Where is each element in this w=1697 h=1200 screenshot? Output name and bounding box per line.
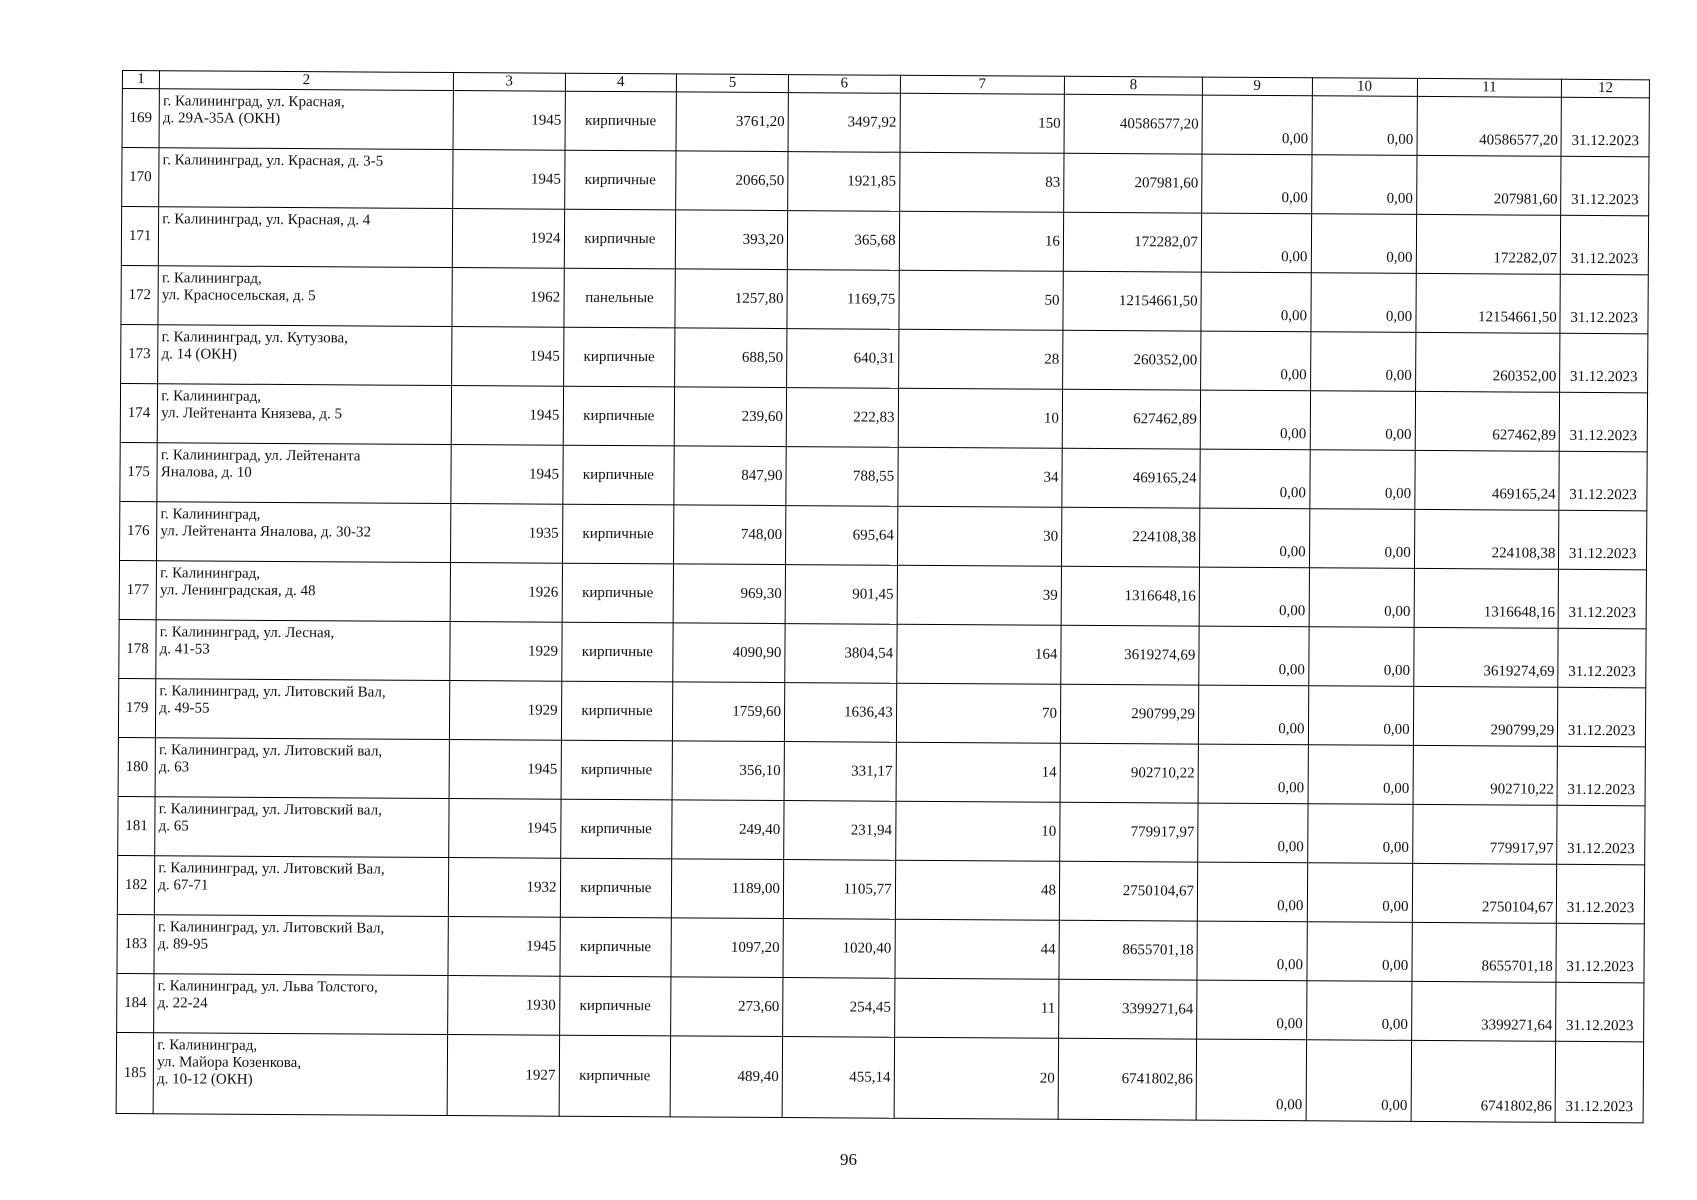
funds-col9-cell: 0,00 — [1201, 331, 1311, 391]
table-row — [117, 855, 1644, 923]
total-area-cell: 489,40 — [670, 1036, 782, 1118]
row-number-cell: 180 — [118, 737, 156, 796]
funds-col9-cell: 0,00 — [1200, 449, 1310, 509]
address-cell: г. Калининград, ул. Литовский вал, д. 63 — [155, 738, 449, 799]
wall-material-cell: кирпичные — [560, 799, 672, 859]
funds-col11-cell: 902710,22 — [1413, 745, 1558, 805]
funds-col9-cell: 0,00 — [1202, 95, 1312, 155]
wall-material-cell: кирпичные — [565, 91, 677, 151]
cost-total-cell: 902710,22 — [1060, 743, 1198, 803]
wall-material-cell: кирпичные — [563, 386, 675, 446]
row-number-cell: 184 — [117, 973, 155, 1032]
funds-col9-cell: 0,00 — [1197, 980, 1307, 1040]
wall-material-cell: кирпичные — [562, 563, 674, 623]
address-cell: г. Калининград, ул. Лейтенанта Князева, д. 5 — [157, 384, 451, 445]
wall-material-cell: кирпичные — [561, 622, 673, 682]
cost-total-cell: 260352,00 — [1063, 330, 1201, 390]
wall-material-cell: панельные — [563, 268, 675, 328]
year-built-cell: 1945 — [453, 91, 565, 151]
funds-col10-cell: 0,00 — [1309, 568, 1415, 628]
funds-col11-cell: 172282,07 — [1416, 214, 1561, 274]
funds-col10-cell: 0,00 — [1307, 804, 1413, 864]
residents-count-cell: 83 — [899, 152, 1064, 212]
address-cell: г. Калининград, ул. Лейтенанта Яналова, д. 30-32 — [157, 502, 451, 563]
row-number-cell: 181 — [118, 796, 156, 855]
funds-col10-cell: 0,00 — [1308, 745, 1414, 805]
address-cell: г. Калининград, ул. Литовский вал, д. 65 — [155, 797, 449, 858]
cost-total-cell: 6741802,86 — [1058, 1038, 1197, 1120]
row-number-cell: 183 — [117, 914, 155, 973]
page-number: 96 — [840, 1150, 857, 1169]
column-header-8: 8 — [1064, 76, 1202, 95]
funds-col11-cell: 40586577,20 — [1417, 96, 1562, 156]
row-number-cell: 178 — [119, 619, 157, 678]
year-built-cell: 1935 — [450, 504, 562, 564]
cost-total-cell: 3399271,64 — [1059, 979, 1197, 1039]
deadline-date-cell: 31.12.2023 — [1557, 864, 1645, 924]
total-area-cell: 2066,50 — [676, 151, 788, 211]
funds-col10-cell: 0,00 — [1306, 1040, 1412, 1122]
living-area-cell: 365,68 — [787, 211, 899, 271]
funds-col10-cell: 0,00 — [1306, 981, 1412, 1041]
wall-material-cell: кирпичные — [564, 209, 676, 269]
funds-col10-cell: 0,00 — [1309, 450, 1415, 510]
deadline-date-cell: 31.12.2023 — [1561, 156, 1649, 216]
cost-total-cell: 224108,38 — [1061, 507, 1199, 567]
column-header-11: 11 — [1417, 78, 1562, 97]
year-built-cell: 1945 — [449, 740, 561, 800]
table-row — [119, 619, 1646, 687]
funds-col11-cell: 627462,89 — [1415, 391, 1560, 451]
funds-col9-cell: 0,00 — [1198, 685, 1308, 745]
address-cell: г. Калининград, ул. Лейтенанта Яналова, д. 10 — [157, 443, 451, 504]
row-number-cell: 182 — [117, 855, 155, 914]
year-built-cell: 1945 — [451, 327, 563, 387]
column-header-1: 1 — [122, 71, 159, 89]
funds-col9-cell: 0,00 — [1200, 390, 1310, 450]
wall-material-cell: кирпичные — [561, 681, 673, 741]
funds-col10-cell: 0,00 — [1312, 96, 1418, 156]
table-row — [118, 796, 1645, 864]
row-number-cell: 173 — [121, 324, 159, 383]
year-built-cell: 1926 — [450, 563, 562, 623]
funds-col11-cell: 469165,24 — [1415, 450, 1560, 510]
funds-col10-cell: 0,00 — [1306, 922, 1412, 982]
cost-total-cell: 779917,97 — [1060, 802, 1198, 862]
residents-count-cell: 48 — [895, 860, 1060, 920]
living-area-cell: 1636,43 — [784, 683, 896, 743]
funds-col11-cell: 2750104,67 — [1412, 863, 1557, 923]
total-area-cell: 1189,00 — [672, 859, 784, 919]
deadline-date-cell: 31.12.2023 — [1560, 333, 1648, 393]
column-header-7: 7 — [900, 75, 1064, 94]
column-header-2: 2 — [160, 71, 454, 91]
wall-material-cell: кирпичные — [563, 327, 675, 387]
funds-col9-cell: 0,00 — [1198, 744, 1308, 804]
row-number-cell: 179 — [118, 678, 156, 737]
row-number-cell: 171 — [121, 207, 159, 266]
residents-count-cell: 14 — [896, 742, 1061, 802]
funds-col11-cell: 3619274,69 — [1413, 627, 1558, 687]
funds-col10-cell: 0,00 — [1311, 155, 1417, 215]
deadline-date-cell: 31.12.2023 — [1558, 569, 1646, 629]
row-number-cell: 169 — [122, 89, 160, 148]
row-number-cell: 175 — [120, 442, 158, 501]
living-area-cell: 3804,54 — [785, 624, 897, 684]
wall-material-cell: кирпичные — [559, 976, 671, 1036]
column-header-3: 3 — [453, 73, 565, 92]
year-built-cell: 1927 — [447, 1035, 559, 1117]
funds-col11-cell: 224108,38 — [1414, 509, 1559, 569]
cost-total-cell: 207981,60 — [1064, 153, 1202, 213]
total-area-cell: 847,90 — [674, 446, 786, 506]
address-cell: г. Калининград, ул. Литовский Вал, д. 89-95 — [154, 915, 448, 976]
total-area-cell: 1257,80 — [675, 269, 787, 329]
year-built-cell: 1924 — [452, 209, 564, 269]
cost-total-cell: 172282,07 — [1063, 212, 1201, 272]
wall-material-cell: кирпичные — [564, 150, 676, 210]
funds-col9-cell: 0,00 — [1198, 803, 1308, 863]
residents-count-cell: 164 — [896, 624, 1061, 684]
address-cell: г. Калининград, ул. Ленинградская, д. 48 — [156, 561, 450, 622]
total-area-cell: 1097,20 — [671, 918, 783, 978]
deadline-date-cell: 31.12.2023 — [1556, 923, 1644, 983]
table-row — [116, 1032, 1643, 1122]
funds-col9-cell: 0,00 — [1202, 154, 1312, 214]
total-area-cell: 4090,90 — [673, 623, 785, 683]
year-built-cell: 1929 — [450, 622, 562, 682]
cost-total-cell: 627462,89 — [1062, 389, 1200, 449]
deadline-date-cell: 31.12.2023 — [1557, 805, 1645, 865]
living-area-cell: 1105,77 — [783, 860, 895, 920]
residents-count-cell: 39 — [897, 565, 1062, 625]
address-cell: г. Калининград, ул. Лесная, д. 41-53 — [156, 620, 450, 681]
table-row — [122, 89, 1649, 157]
funds-col9-cell: 0,00 — [1197, 862, 1307, 922]
living-area-cell: 231,94 — [784, 801, 896, 861]
living-area-cell: 1921,85 — [788, 152, 900, 212]
table-row — [121, 265, 1648, 333]
housing-register-table — [116, 70, 1650, 1123]
address-cell: г. Калининград, ул. Кутузова, д. 14 (ОКН) — [158, 325, 452, 386]
column-header-5: 5 — [677, 74, 789, 93]
living-area-cell: 640,31 — [787, 329, 899, 389]
table-row — [120, 383, 1647, 451]
residents-count-cell: 10 — [898, 388, 1063, 448]
table-row — [120, 501, 1647, 569]
address-cell: г. Калининград, ул. Льва Толстого, д. 22-24 — [154, 974, 448, 1035]
funds-col11-cell: 207981,60 — [1416, 155, 1561, 215]
residents-count-cell: 16 — [899, 211, 1064, 271]
deadline-date-cell: 31.12.2023 — [1559, 392, 1647, 452]
row-number-cell: 174 — [120, 383, 158, 442]
total-area-cell: 273,60 — [671, 977, 783, 1037]
address-cell: г. Калининград, ул. Красная, д. 3-5 — [159, 148, 453, 209]
living-area-cell: 3497,92 — [788, 93, 900, 153]
column-header-4: 4 — [565, 73, 677, 92]
cost-total-cell: 40586577,20 — [1064, 94, 1202, 154]
year-built-cell: 1962 — [452, 268, 564, 328]
residents-count-cell: 70 — [896, 683, 1061, 743]
table-row — [118, 737, 1645, 805]
address-cell: г. Калининград, ул. Красносельская, д. 5 — [158, 266, 452, 327]
total-area-cell: 688,50 — [675, 328, 787, 388]
wall-material-cell: кирпичные — [559, 1035, 671, 1117]
table-row — [122, 148, 1649, 216]
funds-col10-cell: 0,00 — [1311, 214, 1417, 274]
residents-count-cell: 34 — [898, 447, 1063, 507]
address-cell: г. Калининград, ул. Литовский Вал, д. 49-55 — [156, 679, 450, 740]
living-area-cell: 1020,40 — [783, 919, 895, 979]
funds-col11-cell: 12154661,50 — [1416, 273, 1561, 333]
living-area-cell: 901,45 — [785, 565, 897, 625]
deadline-date-cell: 31.12.2023 — [1556, 982, 1644, 1042]
residents-count-cell: 20 — [894, 1037, 1059, 1119]
deadline-date-cell: 31.12.2023 — [1559, 510, 1647, 570]
residents-count-cell: 50 — [899, 270, 1064, 330]
table-row — [119, 560, 1646, 628]
deadline-date-cell: 31.12.2023 — [1557, 746, 1645, 806]
cost-total-cell: 2750104,67 — [1059, 861, 1197, 921]
cost-total-cell: 8655701,18 — [1059, 920, 1197, 980]
funds-col9-cell: 0,00 — [1197, 921, 1307, 981]
living-area-cell: 695,64 — [785, 506, 897, 566]
year-built-cell: 1945 — [448, 917, 560, 977]
cost-total-cell: 290799,29 — [1060, 684, 1198, 744]
funds-col9-cell: 0,00 — [1199, 508, 1309, 568]
year-built-cell: 1945 — [452, 150, 564, 210]
funds-col11-cell: 8655701,18 — [1412, 922, 1557, 982]
address-cell: г. Калининград, ул. Майора Козенкова, д. 10-12 (ОКН) — [153, 1033, 447, 1116]
residents-count-cell: 11 — [894, 978, 1059, 1038]
table-row — [120, 442, 1647, 510]
living-area-cell: 222,83 — [786, 388, 898, 448]
table-row — [117, 973, 1644, 1041]
living-area-cell: 254,45 — [783, 978, 895, 1038]
cost-total-cell: 1316648,16 — [1061, 566, 1199, 626]
column-header-10: 10 — [1312, 78, 1417, 97]
living-area-cell: 788,55 — [786, 447, 898, 507]
total-area-cell: 249,40 — [672, 800, 784, 860]
deadline-date-cell: 31.12.2023 — [1558, 687, 1646, 747]
table-row — [121, 324, 1648, 392]
total-area-cell: 969,30 — [673, 564, 785, 624]
living-area-cell: 455,14 — [782, 1037, 894, 1119]
wall-material-cell: кирпичные — [562, 504, 674, 564]
table-row — [118, 678, 1645, 746]
column-header-6: 6 — [788, 75, 900, 94]
residents-count-cell: 150 — [900, 93, 1065, 153]
total-area-cell: 748,00 — [674, 505, 786, 565]
wall-material-cell: кирпичные — [560, 858, 672, 918]
row-number-cell: 170 — [122, 148, 160, 207]
row-number-cell: 176 — [120, 501, 158, 560]
funds-col9-cell: 0,00 — [1199, 567, 1309, 627]
funds-col11-cell: 1316648,16 — [1414, 568, 1559, 628]
column-header-9: 9 — [1202, 77, 1312, 96]
deadline-date-cell: 31.12.2023 — [1561, 97, 1649, 157]
total-area-cell: 3761,20 — [676, 92, 788, 152]
wall-material-cell: кирпичные — [562, 445, 674, 505]
year-built-cell: 1945 — [448, 799, 560, 859]
residents-count-cell: 10 — [895, 801, 1060, 861]
year-built-cell: 1945 — [451, 445, 563, 505]
funds-col9-cell: 0,00 — [1201, 213, 1311, 273]
residents-count-cell: 28 — [898, 329, 1063, 389]
address-cell: г. Калининград, ул. Красная, д. 29А-35А (ОКН) — [159, 89, 453, 150]
cost-total-cell: 469165,24 — [1062, 448, 1200, 508]
funds-col10-cell: 0,00 — [1310, 273, 1416, 333]
funds-col9-cell: 0,00 — [1199, 626, 1309, 686]
row-number-cell: 177 — [119, 560, 157, 619]
deadline-date-cell: 31.12.2023 — [1555, 1041, 1643, 1123]
residents-count-cell: 44 — [895, 919, 1060, 979]
row-number-cell: 172 — [121, 265, 159, 324]
funds-col9-cell: 0,00 — [1201, 272, 1311, 332]
funds-col10-cell: 0,00 — [1307, 863, 1413, 923]
deadline-date-cell: 31.12.2023 — [1560, 274, 1648, 334]
funds-col10-cell: 0,00 — [1310, 332, 1416, 392]
funds-col10-cell: 0,00 — [1309, 509, 1415, 569]
cost-total-cell: 12154661,50 — [1063, 271, 1201, 331]
funds-col10-cell: 0,00 — [1308, 686, 1414, 746]
table-row — [121, 207, 1648, 275]
funds-col11-cell: 3399271,64 — [1411, 981, 1556, 1041]
row-number-cell: 185 — [116, 1032, 154, 1113]
column-header-12: 12 — [1562, 79, 1650, 98]
wall-material-cell: кирпичные — [559, 917, 671, 977]
living-area-cell: 331,17 — [784, 742, 896, 802]
deadline-date-cell: 31.12.2023 — [1558, 628, 1646, 688]
year-built-cell: 1945 — [451, 386, 563, 446]
table-row — [117, 914, 1644, 982]
year-built-cell: 1930 — [447, 976, 559, 1036]
living-area-cell: 1169,75 — [787, 270, 899, 330]
deadline-date-cell: 31.12.2023 — [1559, 451, 1647, 511]
address-cell: г. Калининград, ул. Красная, д. 4 — [159, 207, 453, 268]
cost-total-cell: 3619274,69 — [1061, 625, 1199, 685]
address-cell: г. Калининград, ул. Литовский Вал, д. 67-71 — [155, 856, 449, 917]
deadline-date-cell: 31.12.2023 — [1561, 215, 1649, 275]
wall-material-cell: кирпичные — [561, 740, 673, 800]
total-area-cell: 239,60 — [674, 387, 786, 447]
funds-col9-cell: 0,00 — [1196, 1039, 1306, 1121]
year-built-cell: 1932 — [448, 858, 560, 918]
funds-col11-cell: 6741802,86 — [1411, 1040, 1556, 1122]
residents-count-cell: 30 — [897, 506, 1062, 566]
funds-col10-cell: 0,00 — [1310, 391, 1416, 451]
total-area-cell: 393,20 — [676, 210, 788, 270]
funds-col11-cell: 779917,97 — [1412, 804, 1557, 864]
total-area-cell: 356,10 — [672, 741, 784, 801]
total-area-cell: 1759,60 — [673, 682, 785, 742]
year-built-cell: 1929 — [449, 681, 561, 741]
funds-col11-cell: 290799,29 — [1413, 686, 1558, 746]
funds-col11-cell: 260352,00 — [1415, 332, 1560, 392]
funds-col10-cell: 0,00 — [1308, 627, 1414, 687]
